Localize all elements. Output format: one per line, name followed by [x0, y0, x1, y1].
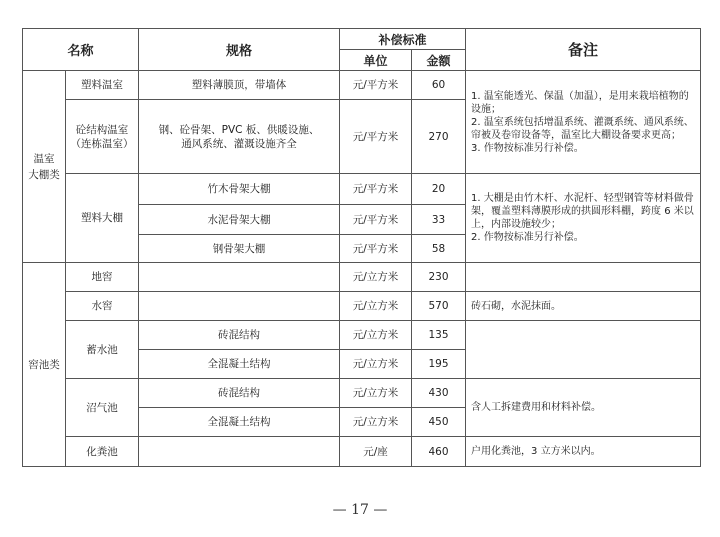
item-name: 塑料温室 — [66, 71, 139, 100]
remark-water-cellar: 砖石砌，水泥抹面。 — [466, 292, 701, 321]
item-unit: 元/立方米 — [340, 379, 412, 408]
item-spec: 全混凝土结构 — [139, 408, 340, 437]
remark-empty — [466, 321, 701, 379]
item-unit: 元/平方米 — [340, 71, 412, 100]
item-amount: 135 — [412, 321, 466, 350]
item-spec: 塑料薄膜顶，带墙体 — [139, 71, 340, 100]
header-name: 名称 — [23, 29, 139, 71]
item-spec: 砖混结构 — [139, 379, 340, 408]
item-spec — [139, 437, 340, 467]
remark-septic: 户用化粪池，3 立方米以内。 — [466, 437, 701, 467]
item-unit: 元/座 — [340, 437, 412, 467]
item-spec: 钢骨架大棚 — [139, 235, 340, 263]
item-unit: 元/立方米 — [340, 350, 412, 379]
item-unit: 元/立方米 — [340, 408, 412, 437]
table-row — [23, 292, 701, 321]
compensation-table — [22, 28, 701, 467]
item-name: 砼结构温室 （连栋温室） — [66, 100, 139, 174]
header-amount: 金额 — [412, 50, 466, 71]
item-name: 塑料大棚 — [66, 174, 139, 263]
item-unit: 元/立方米 — [340, 321, 412, 350]
item-amount: 195 — [412, 350, 466, 379]
item-amount: 430 — [412, 379, 466, 408]
remark-cellar — [466, 263, 701, 292]
item-name: 水窖 — [66, 292, 139, 321]
item-amount: 60 — [412, 71, 466, 100]
item-unit: 元/平方米 — [340, 205, 412, 235]
item-name: 地窖 — [66, 263, 139, 292]
header-unit: 单位 — [340, 50, 412, 71]
item-spec: 砖混结构 — [139, 321, 340, 350]
item-unit: 元/立方米 — [340, 263, 412, 292]
item-spec: 全混凝土结构 — [139, 350, 340, 379]
table-row — [23, 263, 701, 292]
group-greenhouse: 温室 大棚类 — [23, 71, 66, 263]
remark-biogas: 含人工拆建费用和材料补偿。 — [466, 379, 701, 437]
item-spec — [139, 263, 340, 292]
item-amount: 570 — [412, 292, 466, 321]
page-number: — 17 — — [332, 502, 388, 518]
item-amount: 58 — [412, 235, 466, 263]
table-row — [23, 321, 701, 350]
remark-greenhouse: 1. 温室能透光、保温（加温），是用来栽培植物的设施； 2. 温室系统包括增温系统、灌溉系统、通风系统、帘被及卷帘设备等，温室比大棚设备要求更高； 3. 作物按标准另行补偿。 — [466, 71, 701, 174]
item-unit: 元/平方米 — [340, 235, 412, 263]
header-row — [23, 29, 701, 50]
item-amount: 33 — [412, 205, 466, 235]
item-amount: 460 — [412, 437, 466, 467]
table-row — [23, 379, 701, 408]
remark-plastic-shed: 1. 大棚是由竹木杆、水泥杆、轻型钢管等材料做骨架，覆盖塑料薄膜形成的拱圆形料棚，跨度 6 米以上，内部设施较少； 2. 作物按标准另行补偿。 — [466, 174, 701, 263]
table-row — [23, 71, 701, 100]
item-amount: 230 — [412, 263, 466, 292]
item-unit: 元/平方米 — [340, 100, 412, 174]
item-amount: 450 — [412, 408, 466, 437]
table-row — [23, 437, 701, 467]
header-remark: 备注 — [466, 29, 701, 71]
item-unit: 元/立方米 — [340, 292, 412, 321]
table-row — [23, 174, 701, 205]
header-compensation: 补偿标准 — [340, 29, 466, 50]
item-amount: 270 — [412, 100, 466, 174]
header-spec: 规格 — [139, 29, 340, 71]
item-amount: 20 — [412, 174, 466, 205]
item-spec — [139, 292, 340, 321]
item-spec: 竹木骨架大棚 — [139, 174, 340, 205]
item-name: 化粪池 — [66, 437, 139, 467]
item-unit: 元/平方米 — [340, 174, 412, 205]
item-name: 蓄水池 — [66, 321, 139, 379]
item-spec: 钢、砼骨架、PVC 板、供暖设施、 通风系统、灌溉设施齐全 — [139, 100, 340, 174]
item-name: 沼气池 — [66, 379, 139, 437]
item-spec: 水泥骨架大棚 — [139, 205, 340, 235]
group-cellar: 窖池类 — [23, 263, 66, 467]
